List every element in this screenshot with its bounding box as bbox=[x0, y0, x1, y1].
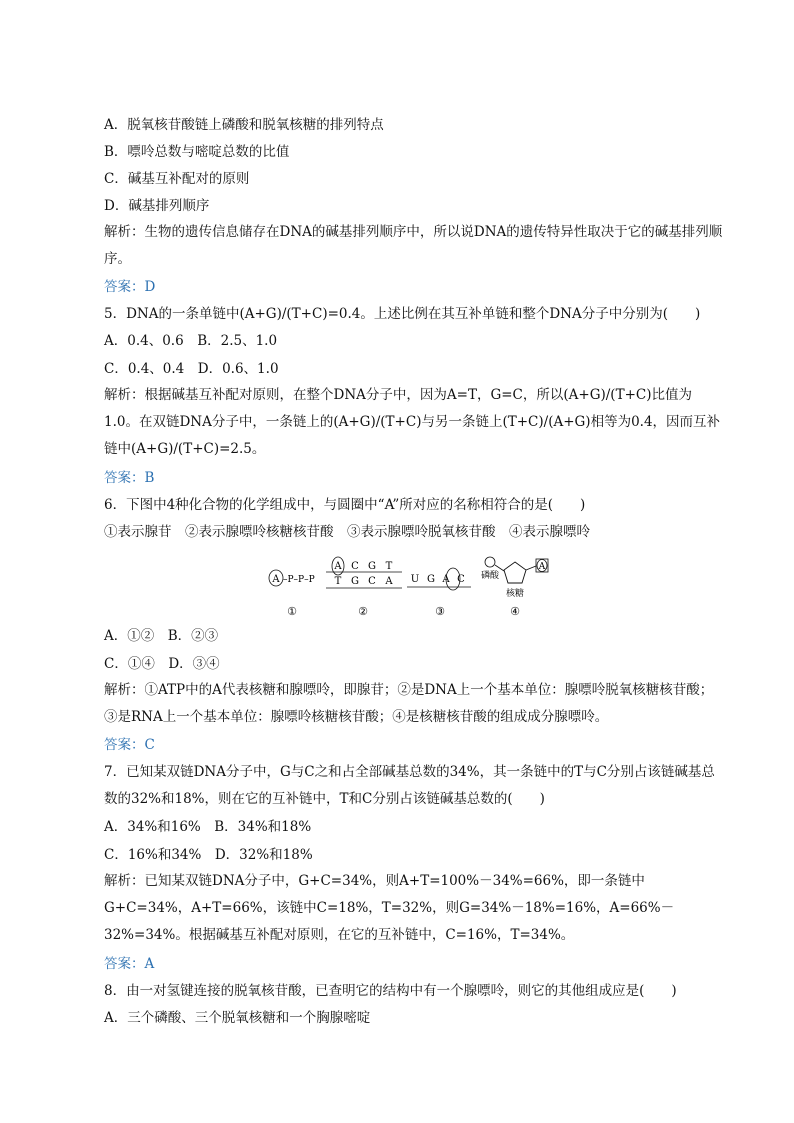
rna-base-0: U bbox=[410, 574, 420, 585]
dna-bottom-0: T bbox=[334, 576, 342, 587]
rna-base-2: A bbox=[442, 574, 450, 585]
phosphate-label: 磷酸 bbox=[480, 571, 500, 581]
options-7cd: C．16%和34% D．32%和18% bbox=[104, 847, 313, 863]
label-num-1: ① bbox=[287, 605, 297, 618]
options-5cd: C．0.4、0.4 D．0.6、1.0 bbox=[104, 361, 279, 377]
answer-7: 答案：A bbox=[104, 956, 155, 972]
option-4a: A．脱氧核苷酸链上磷酸和脱氧核糖的排列特点 bbox=[104, 117, 384, 133]
label-num-2: ② bbox=[358, 605, 368, 618]
explanation-5: 解析：根据碱基互补配对原则，在整个DNA分子中，因为A=T，G=C，所以(A+G)/(T+C)比值为1.0。在双链DNA分子中，一条链上的(A+G)/(T+C)与另一条链上(T+C)/(A+G)相等为0.4，因而互补链中(A+G)/(T+C)=2.5。 bbox=[104, 387, 721, 457]
rna-base-3: C bbox=[457, 574, 465, 585]
ribose-pentagon bbox=[504, 562, 526, 583]
explanation-6: 解析：①ATP中的A代表核糖和腺嘌呤，即腺苷；②是DNA上一个基本单位：腺嘌呤脱氧核糖核苷酸；③是RNA上一个基本单位：腺嘌呤核糖核苷酸；④是核糖核苷酸的组成成分腺嘌呤。 bbox=[104, 682, 714, 725]
question-6: 6．下图中4种化合物的化学组成中，与圆圈中“A”所对应的名称相符合的是( ) bbox=[104, 497, 586, 513]
options-5ab: A．0.4、0.6 B．2.5、1.0 bbox=[104, 333, 278, 349]
option-8a: A．三个磷酸、三个脱氧核糖和一个胸腺嘧啶 bbox=[104, 1010, 371, 1026]
question-8: 8．由一对氢键连接的脱氧核苷酸，已查明它的结构中有一个腺嘌呤，则它的其他组成应是( ) bbox=[104, 983, 677, 999]
label-num-3: ③ bbox=[435, 605, 445, 618]
answer-4: 答案：D bbox=[104, 279, 156, 295]
options-7ab: A．34%和16% B．34%和18% bbox=[104, 819, 312, 835]
options-6ab: A．①② B．②③ bbox=[104, 628, 219, 644]
question-6-choices: ①表示腺苷 ②表示腺嘌呤核糖核苷酸 ③表示腺嘌呤脱氧核苷酸 ④表示腺嘌呤 bbox=[104, 524, 590, 540]
dna-top-0: A bbox=[334, 561, 342, 572]
base-bond bbox=[526, 566, 536, 570]
dna-top-1: C bbox=[351, 561, 359, 572]
base-a: A bbox=[538, 562, 546, 572]
answer-6: 答案：C bbox=[104, 737, 155, 753]
dna-bottom-1: G bbox=[351, 576, 359, 587]
dna-top-2: G bbox=[368, 561, 376, 572]
option-4b: B．嘌呤总数与嘧啶总数的比值 bbox=[104, 144, 290, 160]
question-5: 5．DNA的一条单链中(A+G)/(T+C)=0.4。上述比例在其互补单链和整个DNA分子中分别为( ) bbox=[104, 306, 701, 322]
phosphate-circle bbox=[485, 557, 495, 567]
ribose-label: 核糖 bbox=[505, 589, 525, 599]
question-7: 7．已知某双链DNA分子中，G与C之和占全部碱基总数的34%，其一条链中的T与C分别占该链碱基总数的32%和18%，则在它的互补链中，T和C分别占该链碱基总数的( ) bbox=[104, 764, 715, 807]
rna-base-1: G bbox=[427, 574, 435, 585]
compounds-figure bbox=[264, 556, 564, 618]
atp-a: A bbox=[272, 574, 280, 585]
explanation-7: 解析：已知某双链DNA分子中，G+C=34%，则A+T=100%－34%=66%，即一条链中G+C=34%，A+T=66%，该链中C=18%，T=32%，则G=34%－18%=16%，A=66%－32%=34%。根据碱基互补配对原则，在它的互补链中，C=16%，T=34%。 bbox=[104, 873, 675, 943]
option-4c: C．碱基互补配对的原则 bbox=[104, 171, 250, 187]
atp-chain: –P–P–P bbox=[283, 575, 315, 585]
options-6cd: C．①④ D．③④ bbox=[104, 656, 220, 672]
explanation-4: 解析：生物的遗传信息储存在DNA的碱基排列顺序中，所以说DNA的遗传特异性取决于它的碱基排列顺序。 bbox=[104, 224, 723, 267]
dna-top-3: T bbox=[385, 561, 393, 572]
dna-bottom-3: A bbox=[385, 576, 393, 587]
option-4d: D．碱基排列顺序 bbox=[104, 198, 210, 214]
answer-5: 答案：B bbox=[104, 470, 155, 486]
dna-bottom-2: C bbox=[368, 576, 376, 587]
label-num-4: ④ bbox=[510, 605, 520, 618]
